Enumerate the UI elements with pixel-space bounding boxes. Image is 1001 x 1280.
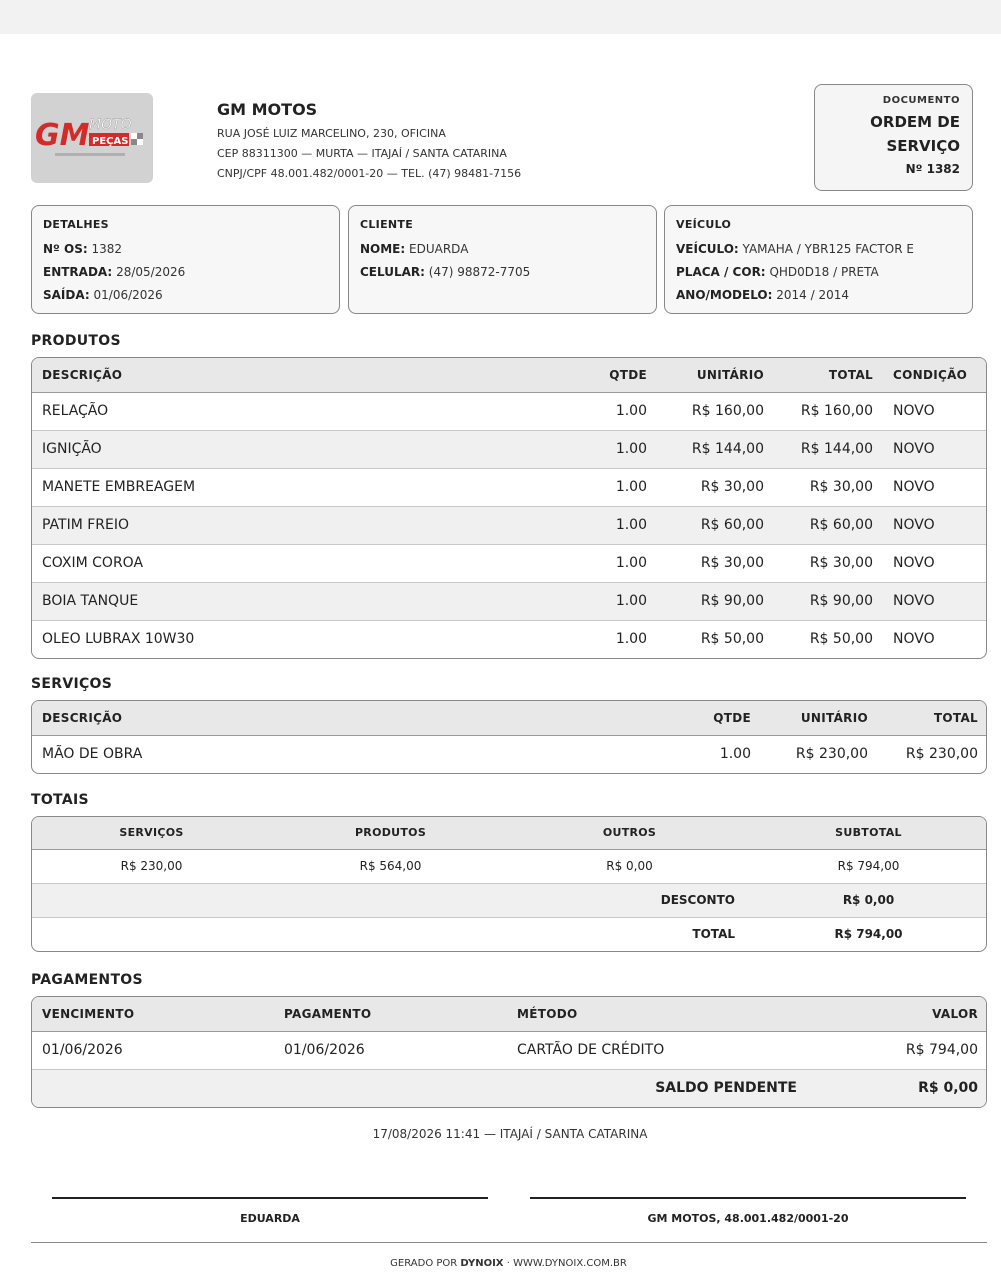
client-phone: CELULAR: (47) 98872-7705 (360, 265, 531, 279)
product-desc: PATIM FREIO (32, 506, 592, 544)
vehicle-title: VEÍCULO (676, 218, 732, 231)
products-header-total: TOTAL (774, 358, 883, 392)
signature-name-right: GM MOTOS, 48.001.482/0001-20 (647, 1212, 849, 1225)
balance-label: SALDO PENDENTE (32, 1069, 807, 1107)
client-name: NOME: EDUARDA (360, 242, 469, 256)
generated-brand: DYNOIX (460, 1258, 504, 1269)
details-exit: SAÍDA: 01/06/2026 (43, 288, 163, 302)
product-desc: OLEO LUBRAX 10W30 (32, 620, 592, 658)
services-table (31, 700, 987, 774)
product-total: R$ 90,00 (774, 582, 883, 620)
table-row (32, 1031, 987, 1069)
payment-paid: 01/06/2026 (284, 1042, 365, 1058)
document-title-1: ORDEM DE (870, 113, 960, 131)
details-box (31, 205, 340, 314)
generated-by (0, 1258, 1001, 1269)
discount-label: DESCONTO (32, 883, 749, 917)
products-header-cond: CONDIÇÃO (883, 358, 987, 392)
product-cond: NOVO (893, 403, 935, 419)
products-header-desc: DESCRIÇÃO (32, 358, 592, 392)
company-cep: CEP 88311300 — MURTA — ITAJAÍ / SANTA CATARINA (217, 147, 507, 160)
totals-title: TOTAIS (31, 792, 89, 808)
product-total: R$ 160,00 (800, 403, 873, 419)
payments-table (31, 996, 987, 1108)
totals-table (31, 816, 987, 952)
signature-line-left (52, 1197, 488, 1199)
table-row (32, 506, 987, 544)
signature-line-right (530, 1197, 966, 1199)
balance-value: R$ 0,00 (807, 1069, 987, 1107)
top-bar (0, 0, 1001, 34)
product-cond: NOVO (883, 582, 987, 620)
product-total: R$ 30,00 (774, 468, 883, 506)
product-unit: R$ 30,00 (657, 544, 774, 582)
services-header-unit: UNITÁRIO (761, 701, 878, 735)
company-cnpj: CNPJ/CPF 48.001.482/0001-20 — TEL. (47) 98481-7156 (217, 167, 522, 180)
product-unit: R$ 90,00 (657, 582, 774, 620)
totals-others-value: R$ 0,00 (606, 859, 653, 873)
document-label: DOCUMENTO (882, 95, 960, 106)
products-header-qty: QTDE (592, 358, 657, 392)
product-total: R$ 30,00 (774, 544, 883, 582)
details-os: Nº OS: 1382 (43, 242, 123, 256)
payments-header-paid: PAGAMENTO (274, 997, 507, 1031)
product-cond: NOVO (883, 620, 987, 658)
company-name: GM MOTOS (217, 100, 318, 119)
product-unit: R$ 30,00 (657, 468, 774, 506)
payments-title: PAGAMENTOS (31, 972, 143, 988)
payments-header-due: VENCIMENTO (32, 997, 274, 1031)
table-row (32, 917, 987, 951)
details-title: DETALHES (43, 218, 109, 231)
product-qty: 1.00 (592, 506, 657, 544)
total-label: TOTAL (32, 917, 749, 951)
products-title: PRODUTOS (31, 333, 121, 349)
client-title: CLIENTE (360, 218, 414, 231)
vehicle-year: ANO/MODELO: 2014 / 2014 (676, 288, 850, 302)
product-qty: 1.00 (615, 403, 647, 419)
table-row (32, 582, 987, 620)
product-desc: COXIM COROA (32, 544, 592, 582)
product-qty: 1.00 (592, 544, 657, 582)
product-cond: NOVO (883, 430, 987, 468)
table-row (32, 468, 987, 506)
table-row (32, 735, 987, 773)
generated-suffix: · WWW.DYNOIX.COM.BR (503, 1258, 627, 1269)
logo-moto: MOTO (89, 117, 132, 133)
logo-pecas: PEÇAS (92, 136, 129, 147)
logo-graphic (31, 93, 153, 183)
vehicle-model: VEÍCULO: YAMAHA / YBR125 FACTOR E (676, 242, 914, 256)
table-row (32, 849, 987, 883)
totals-header-subtotal: SUBTOTAL (749, 817, 987, 849)
product-qty: 1.00 (592, 620, 657, 658)
payment-value: R$ 794,00 (905, 1042, 978, 1058)
services-title: SERVIÇOS (31, 676, 113, 692)
table-row (32, 1069, 987, 1107)
service-unit: R$ 230,00 (795, 746, 868, 763)
discount-value: R$ 0,00 (749, 883, 987, 917)
client-box (348, 205, 657, 314)
table-row (32, 620, 987, 658)
product-total: R$ 60,00 (774, 506, 883, 544)
document-title-2: SERVIÇO (886, 137, 960, 155)
totals-header-others: OUTROS (510, 817, 749, 849)
table-row (32, 430, 987, 468)
product-unit: R$ 50,00 (657, 620, 774, 658)
payments-header-value: VALOR (807, 997, 987, 1031)
services-header-desc: DESCRIÇÃO (32, 701, 696, 735)
services-header-total: TOTAL (878, 701, 987, 735)
product-qty: 1.00 (592, 468, 657, 506)
product-total: R$ 144,00 (774, 430, 883, 468)
payment-due: 01/06/2026 (42, 1042, 123, 1058)
product-desc: RELAÇÃO (42, 403, 109, 419)
totals-subtotal-value: R$ 794,00 (837, 859, 900, 873)
generated-prefix: GERADO POR (390, 1258, 461, 1269)
payment-method: CARTÃO DE CRÉDITO (517, 1042, 665, 1058)
product-cond: NOVO (883, 544, 987, 582)
product-unit: R$ 60,00 (657, 506, 774, 544)
footer-date: 17/08/2026 11:41 — ITAJAÍ / SANTA CATARINA (372, 1127, 648, 1141)
totals-header-services: SERVIÇOS (32, 817, 271, 849)
company-address: RUA JOSÉ LUIZ MARCELINO, 230, OFICINA (217, 127, 446, 140)
totals-services-value: R$ 230,00 (120, 859, 183, 873)
logo-gm: GM (35, 118, 90, 153)
document-number: Nº 1382 (905, 162, 960, 176)
product-cond: NOVO (883, 506, 987, 544)
product-cond: NOVO (883, 468, 987, 506)
footer-divider (31, 1242, 987, 1243)
service-desc: MÃO DE OBRA (42, 746, 143, 763)
document-box (814, 84, 973, 191)
product-unit: R$ 160,00 (691, 403, 764, 419)
product-unit: R$ 144,00 (657, 430, 774, 468)
company-logo (31, 93, 153, 183)
service-total: R$ 230,00 (905, 746, 978, 763)
product-total: R$ 50,00 (774, 620, 883, 658)
signature-name-left: EDUARDA (240, 1212, 300, 1225)
product-desc: IGNIÇÃO (32, 430, 592, 468)
products-table (31, 357, 987, 659)
table-row (32, 392, 987, 430)
service-qty: 1.00 (719, 746, 751, 763)
product-qty: 1.00 (592, 430, 657, 468)
vehicle-plate: PLACA / COR: QHD0D18 / PRETA (676, 265, 879, 279)
product-desc: BOIA TANQUE (32, 582, 592, 620)
totals-header-products: PRODUTOS (271, 817, 510, 849)
total-value: R$ 794,00 (749, 917, 987, 951)
details-entry: ENTRADA: 28/05/2026 (43, 265, 186, 279)
totals-products-value: R$ 564,00 (359, 859, 422, 873)
services-header-qty: QTDE (696, 701, 761, 735)
product-qty: 1.00 (592, 582, 657, 620)
product-desc: MANETE EMBREAGEM (32, 468, 592, 506)
payments-header-method: MÉTODO (507, 997, 807, 1031)
table-row (32, 544, 987, 582)
vehicle-box (664, 205, 973, 314)
products-header-unit: UNITÁRIO (657, 358, 774, 392)
table-row (32, 883, 987, 917)
